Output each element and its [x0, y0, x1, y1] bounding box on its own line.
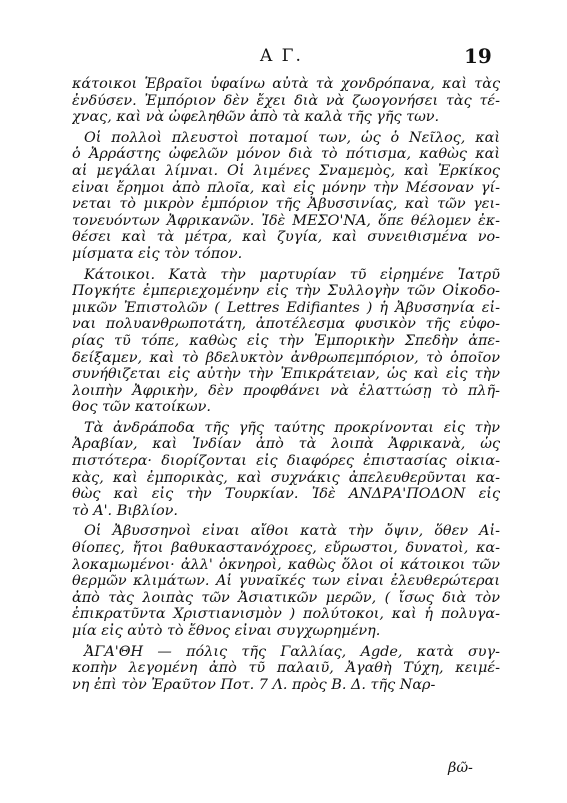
paragraph: [72, 130, 500, 263]
text-line: ἐπικρατῦντα Χριστιανισμὸν ) πολύτοκοι, καὶ ἡ πολυγα-: [72, 606, 500, 623]
text-line: αἱ μεγάλαι λίμναι. Οἱ λιμένες Σναμεμὸς, καὶ Ἐρκίκος: [72, 162, 500, 179]
text-line: ρίας τῦ τόπε, καθὼς εἰς τὴν Ἐμπορικὴν Σπεδὴν ἀπε-: [72, 332, 500, 349]
page-number: 19: [464, 44, 492, 68]
text-line: κὰς, καὶ ἐμπορικὰς, καὶ συχνάκις ἀπελευθερῦνται κα-: [72, 469, 500, 486]
text-line: κοπὴν λεγομένη ἀπὸ τῦ παλαιῦ, Ἀγαθὴ Τύχη, κειμέ-: [72, 660, 500, 677]
text-line: μικῶν Ἐπιστολῶν ( Lettres Edifiantes ) ἡ Ἀβυσσηνία εἶ-: [72, 299, 500, 316]
text-line: ἀπὸ τὰς λοιπὰς τῶν Ἀσιατικῶν μερῶν, ( ἴσως διὰ τὸν: [72, 589, 500, 606]
running-head-title: Α Γ.: [260, 46, 303, 66]
text-line: Κάτοικοι. Κατὰ τὴν μαρτυρίαν τῦ εἰρημένε Ἰατρῦ: [84, 266, 500, 283]
text-line: λοκαμωμένοι· ἀλλ' ὀκνηροὶ, καθὼς ὅλοι οἱ κάτοικοι τῶν: [72, 556, 500, 573]
text-line: χνας, καὶ νὰ ὠφεληθῶν ἀπὸ τὰ καλὰ τῆς γῆς των.: [72, 109, 440, 126]
paragraph: [72, 523, 500, 639]
text-line: θος τῶν κατοίκων.: [72, 399, 211, 416]
text-line: νη ἐπὶ τὸν Ἐραῦτον Ποτ. 7 Λ. πρὸς Β. Δ. τῆς Ναρ-: [72, 676, 436, 693]
text-line: Τὰ ἀνδράποδα τῆς γῆς ταύτης προκρίνονται εἰς τὴν: [84, 419, 500, 436]
text-line: λοιπὴν Ἀφρικὴν, δὲν προφθάνει νὰ ἐλαττώσῃ τὸ πλῆ-: [72, 382, 500, 399]
text-line: Ἀραβίαν, καὶ Ἰνδίαν ἀπὸ τὰ λοιπὰ Ἀφρικανὰ, ὡς: [72, 436, 500, 453]
text-line: πιστότερα· διορίζονται εἰς διαφόρες ἐπιστασίας οἰκια-: [72, 453, 500, 470]
text-line: θερμῶν κλιμάτων. Αἱ γυναῖκές των εἶναι ἐλευθερώτεραι: [72, 573, 500, 590]
text-line: θίοπες, ἤτοι βαθυκαστανόχροες, εὔρωστοι, δυνατοὶ, κα-: [72, 540, 500, 557]
text-line: νεται τὸ μικρὸν ἐμπόριον τῆς Ἀβυσσινίας, καὶ τῶν γει-: [72, 196, 500, 213]
text-line: θὼς καὶ εἰς τὴν Τουρκίαν. Ἰδὲ ΑΝΔΡΑ'ΠΟΔΟΝ εἰς: [72, 486, 500, 503]
text-line: εἶναι ἔρημοι ἀπὸ πλοῖα, καὶ εἰς μόνην τὴν Μέσοναν γί-: [72, 179, 500, 196]
text-line: δείξαμεν, καὶ τὸ βδελυκτὸν ἀνθρωπεμπόριον, τὸ ὁποῖον: [72, 349, 500, 366]
body-text: [72, 76, 500, 693]
text-line: συνήθιζεται εἰς αὐτὴν τὴν Ἐπικράτειαν, ὡς καὶ εἰς τὴν: [72, 366, 500, 383]
text-line: τὸ Α'. Βιβλίον.: [72, 502, 178, 519]
paragraph: [72, 76, 500, 126]
text-line: Πογκήτε ἐμπεριεχομένην εἰς τὴν Συλλογὴν τῶν Οἰκοδο-: [72, 283, 500, 300]
paragraph: [72, 420, 500, 520]
text-line: μία εἰς αὐτὸ τὸ ἔθνος εἶναι συγχωρημένη.: [72, 623, 381, 639]
text-line: κάτοικοι Ἑβραῖοι ὑφαίνω αὐτὰ τὰ χονδρόπανα, καὶ τὰς: [72, 76, 500, 92]
text-line: ναι πολυανθρωποτάτη, ἀποτέλεσμα φυσικὸν τῆς εὐφο-: [72, 316, 500, 333]
text-line: ἈΓΑ'ΘΗ — πόλις τῆς Γαλλίας, Agde, κατὰ συγ-: [84, 643, 500, 660]
text-line: τονευόντων Ἀφρικανῶν. Ἰδὲ ΜΕΣΟ'ΝΑ, ὅπε θέλομεν ἐκ-: [72, 212, 500, 229]
catchword: βῶ-: [448, 760, 473, 776]
text-line: Οἱ Ἀβυσσηνοὶ εἶναι αἴθοι κατὰ τὴν ὄψιν, ὅθεν Αἰ-: [84, 523, 500, 540]
text-line: θέσει καὶ τὰ μέτρα, καὶ ζυγία, καὶ συνειθισμένα νο-: [72, 229, 500, 246]
running-head: [0, 46, 567, 70]
text-line: ἐνδύσεν. Ἐμπόριον δὲν ἔχει διὰ νὰ ζωογονήσει τὰς τέ-: [72, 92, 500, 109]
text-line: Οἱ πολλοὶ πλευστοὶ ποταμοί των, ὡς ὁ Νεῖλος, καὶ: [84, 129, 500, 146]
paragraph: [72, 644, 500, 694]
paragraph: [72, 267, 500, 416]
text-line: ὁ Ἀρράστης ὠφελῶν μόνον διὰ τὸ πότισμα, καθὼς καὶ: [72, 146, 500, 163]
text-line: μίσματα εἰς τὸν τόπον.: [72, 245, 243, 262]
